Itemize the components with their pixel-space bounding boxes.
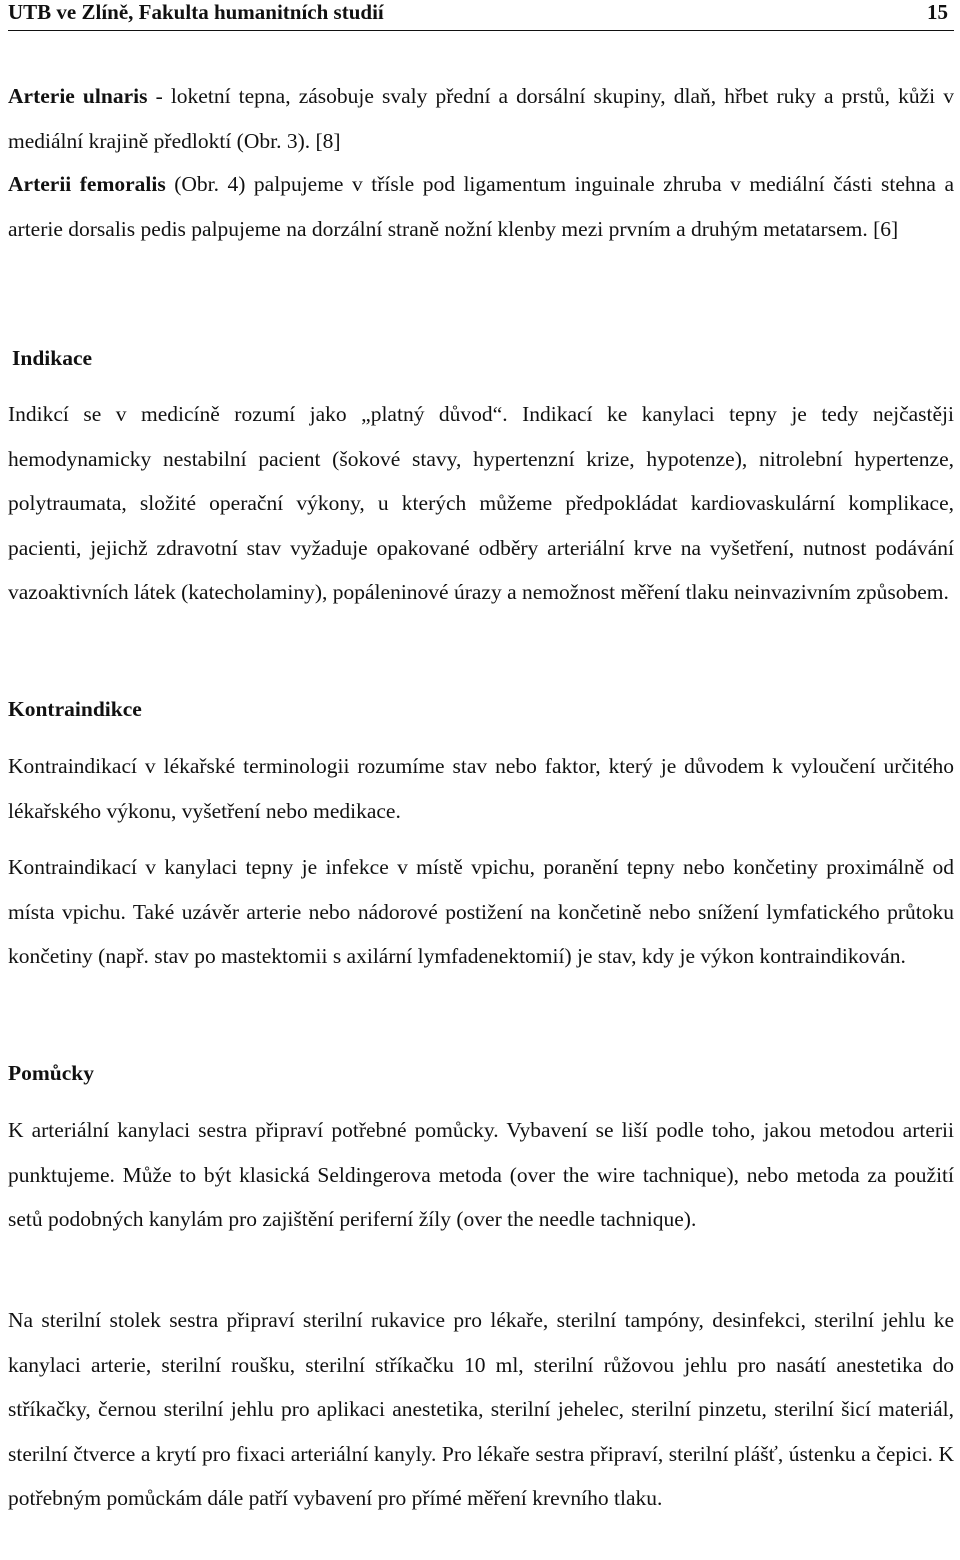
paragraph-pomucky-1: K arteriální kanylaci sestra připraví potřebné pomůcky. Vybavení se liší podle toho, jakou metodou arterii punktujeme. Může to být klasická Seldingerova metoda (over the wire tachnique), nebo metoda za použití setů podobných kanylám pro zajištění periferní žíly (over the needle tachnique). <box>8 1118 954 1231</box>
term-arterie-ulnaris: Arterie ulnaris <box>8 84 148 108</box>
page-number: 15 <box>927 0 948 24</box>
text-arterie-ulnaris: - loketní tepna, zásobuje svaly přední a dorsální skupiny, dlaň, hřbet ruky a prstů, kůži v mediální krajině předloktí (Obr. 3). [8] <box>8 84 955 153</box>
heading-indikace: Indikace <box>12 346 93 370</box>
text-arterii-femoralis: (Obr. 4) palpujeme v třísle pod ligamentum inguinale zhruba v mediální části stehna a arterie dorsalis pedis palpujeme na dorzální straně nožní klenby mezi prvním a druhým metatarsem. [6] <box>8 172 954 241</box>
paragraph-arterie-ulnaris <box>8 74 954 163</box>
heading-pomucky: Pomůcky <box>8 1061 94 1085</box>
heading-kontraindikce: Kontraindikce <box>8 697 142 721</box>
paragraph-pomucky-2: Na sterilní stolek sestra připraví sterilní rukavice pro lékaře, sterilní tampóny, desinfekci, sterilní jehlu ke kanylaci arterie, sterilní roušku, sterilní stříkačku 10 ml, sterilní růžovou jehlu pro nasátí anestetika do stříkačky, černou sterilní jehlu pro aplikaci anestetika, sterilní jehelec, sterilní pinzetu, sterilní šicí materiál, sterilní čtverce a krytí pro fixaci arteriální kanyly. Pro lékaře sestra připraví, sterilní plášť, ústenku a čepici. K potřebným pomůckám dále patří vybavení pro přímé měření krevního tlaku. <box>8 1308 954 1510</box>
paragraph-kontraindikace-1: Kontraindikací v lékařské terminologii rozumíme stav nebo faktor, který je důvodem k vyloučení určitého lékařského výkonu, vyšetření nebo medikace. <box>8 754 954 823</box>
header-institution: UTB ve Zlíně, Fakulta humanitních studií <box>8 0 384 24</box>
running-header <box>8 0 954 31</box>
paragraph-arterii-femoralis <box>8 162 954 251</box>
term-arterii-femoralis: Arterii femoralis <box>8 172 166 196</box>
paragraph-indikace: Indikcí se v medicíně rozumí jako „platný důvod“. Indikací ke kanylaci tepny je tedy nejčastěji hemodynamicky nestabilní pacient (šokové stavy, hypertenzní krize, hypotenze), nitrolební hypertenze, polytraumata, složité operační výkony, u kterých můžeme předpokládat kardiovaskulární komplikace, pacienti, jejichž zdravotní stav vyžaduje opakované odběry arteriální krve na vyšetření, nutnost podávání vazoaktivních látek (katecholaminy), popáleninové úrazy a nemožnost měření tlaku neinvazivním způsobem. <box>8 402 954 604</box>
paragraph-kontraindikace-2: Kontraindikací v kanylaci tepny je infekce v místě vpichu, poranění tepny nebo končetiny proximálně od místa vpichu. Také uzávěr arterie nebo nádorové postižení na končetině nebo snížení lymfatického průtoku končetiny (např. stav po mastektomii s axilární lymfadenektomií) je stav, kdy je výkon kontraindikován. <box>8 855 954 968</box>
